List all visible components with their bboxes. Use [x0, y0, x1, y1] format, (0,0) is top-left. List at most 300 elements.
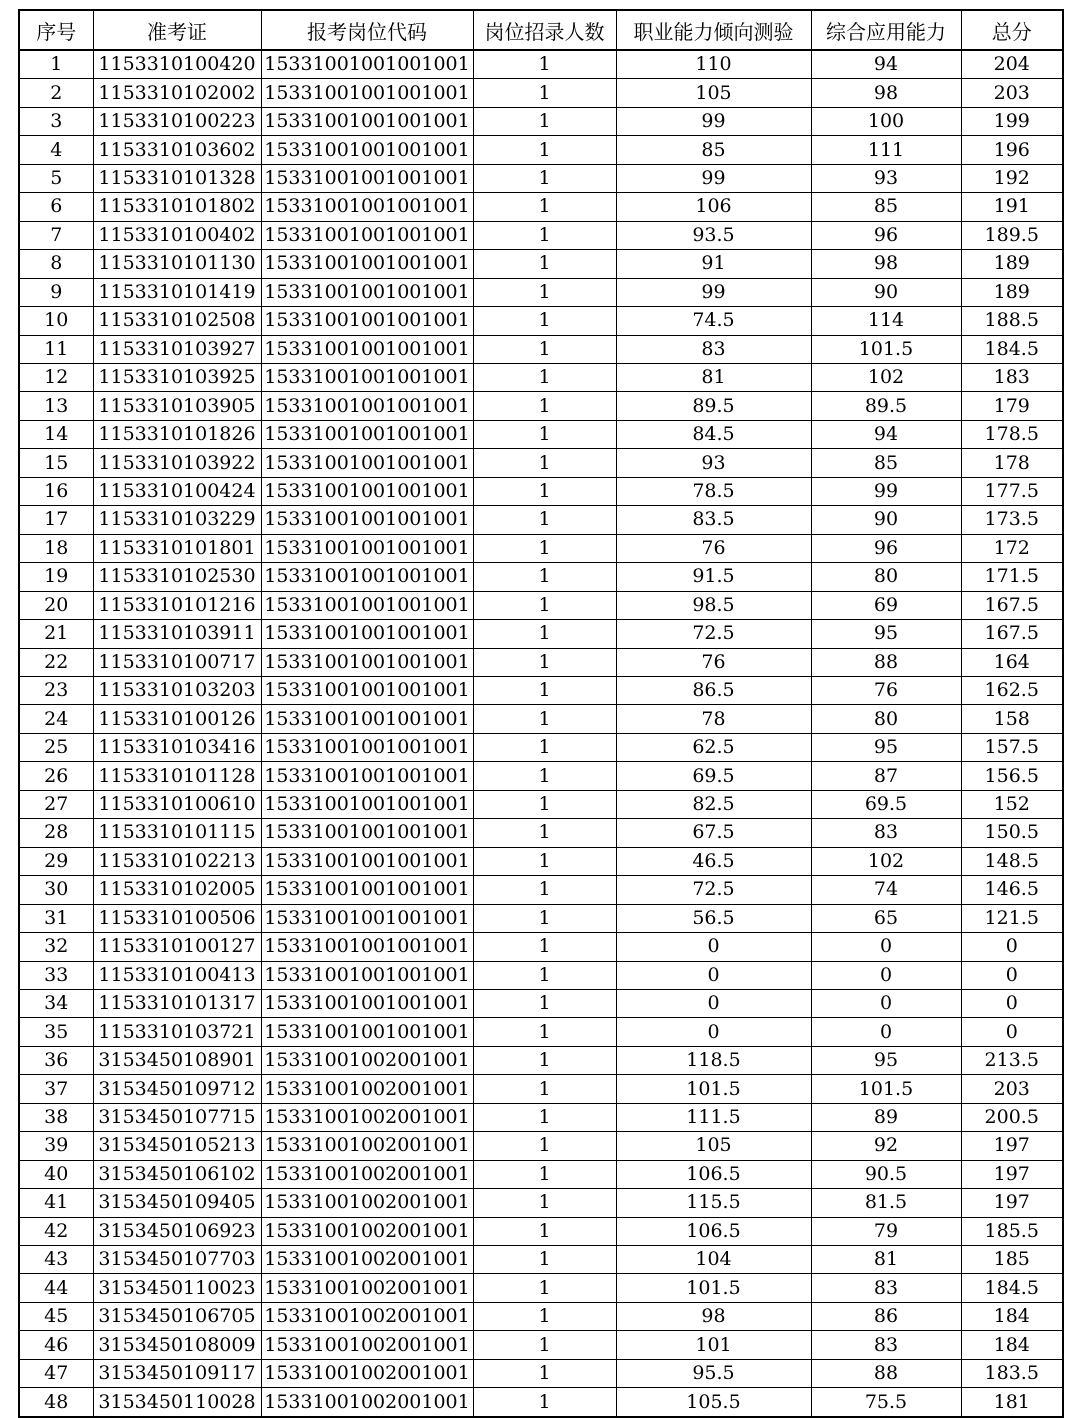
cell-aptitude: 93	[616, 449, 811, 477]
cell-post-code: 15331001001001001	[261, 904, 473, 932]
cell-total: 179	[961, 392, 1063, 420]
cell-total: 152	[961, 790, 1063, 818]
cell-aptitude: 85	[616, 136, 811, 164]
cell-ticket: 1153310102002	[93, 79, 261, 107]
table-row	[19, 449, 1063, 477]
cell-post-code: 15331001001001001	[261, 1018, 473, 1046]
cell-quota: 1	[473, 961, 616, 989]
cell-quota: 1	[473, 1274, 616, 1302]
cell-aptitude: 99	[616, 164, 811, 192]
cell-ticket: 1153310103911	[93, 620, 261, 648]
cell-post-code: 15331001001001001	[261, 420, 473, 448]
cell-seq: 44	[19, 1274, 93, 1302]
cell-post-code: 15331001001001001	[261, 876, 473, 904]
table-row	[19, 790, 1063, 818]
table-row	[19, 307, 1063, 335]
cell-ticket: 1153310101801	[93, 534, 261, 562]
header-ticket: 准考证	[93, 10, 261, 50]
cell-ticket: 3153450106923	[93, 1217, 261, 1245]
cell-total: 162.5	[961, 676, 1063, 704]
cell-quota: 1	[473, 790, 616, 818]
cell-post-code: 15331001001001001	[261, 335, 473, 363]
cell-quota: 1	[473, 1132, 616, 1160]
cell-application: 83	[811, 1331, 961, 1359]
cell-total: 197	[961, 1160, 1063, 1188]
cell-total: 184.5	[961, 335, 1063, 363]
cell-ticket: 1153310101328	[93, 164, 261, 192]
cell-application: 85	[811, 193, 961, 221]
cell-application: 89.5	[811, 392, 961, 420]
table-row	[19, 989, 1063, 1017]
cell-total: 177.5	[961, 477, 1063, 505]
cell-quota: 1	[473, 477, 616, 505]
cell-aptitude: 101	[616, 1331, 811, 1359]
cell-aptitude: 101.5	[616, 1274, 811, 1302]
cell-seq: 6	[19, 193, 93, 221]
cell-seq: 12	[19, 363, 93, 391]
cell-aptitude: 111.5	[616, 1103, 811, 1131]
cell-application: 95	[811, 1046, 961, 1074]
cell-aptitude: 72.5	[616, 620, 811, 648]
cell-total: 0	[961, 989, 1063, 1017]
cell-post-code: 15331001001001001	[261, 392, 473, 420]
cell-seq: 30	[19, 876, 93, 904]
cell-total: 0	[961, 1018, 1063, 1046]
cell-aptitude: 0	[616, 933, 811, 961]
table-row	[19, 477, 1063, 505]
table-row	[19, 876, 1063, 904]
cell-ticket: 1153310101115	[93, 819, 261, 847]
cell-post-code: 15331001001001001	[261, 563, 473, 591]
cell-aptitude: 76	[616, 534, 811, 562]
cell-seq: 35	[19, 1018, 93, 1046]
table-row	[19, 1046, 1063, 1074]
cell-quota: 1	[473, 1331, 616, 1359]
cell-seq: 8	[19, 250, 93, 278]
cell-total: 0	[961, 961, 1063, 989]
cell-application: 83	[811, 1274, 961, 1302]
cell-total: 178	[961, 449, 1063, 477]
cell-aptitude: 105	[616, 1132, 811, 1160]
cell-application: 90	[811, 278, 961, 306]
cell-application: 0	[811, 989, 961, 1017]
cell-application: 111	[811, 136, 961, 164]
cell-application: 95	[811, 733, 961, 761]
cell-application: 81	[811, 1246, 961, 1274]
cell-quota: 1	[473, 136, 616, 164]
cell-aptitude: 105	[616, 79, 811, 107]
cell-ticket: 1153310100413	[93, 961, 261, 989]
cell-ticket: 1153310101216	[93, 591, 261, 619]
cell-seq: 17	[19, 506, 93, 534]
cell-ticket: 1153310103905	[93, 392, 261, 420]
cell-post-code: 15331001001001001	[261, 762, 473, 790]
cell-total: 184	[961, 1302, 1063, 1330]
header-total: 总分	[961, 10, 1063, 50]
cell-seq: 39	[19, 1132, 93, 1160]
cell-quota: 1	[473, 335, 616, 363]
cell-ticket: 1153310102508	[93, 307, 261, 335]
cell-seq: 33	[19, 961, 93, 989]
cell-seq: 19	[19, 563, 93, 591]
cell-quota: 1	[473, 904, 616, 932]
cell-seq: 37	[19, 1075, 93, 1103]
cell-application: 98	[811, 79, 961, 107]
cell-post-code: 15331001001001001	[261, 363, 473, 391]
cell-seq: 26	[19, 762, 93, 790]
cell-quota: 1	[473, 648, 616, 676]
cell-quota: 1	[473, 392, 616, 420]
cell-seq: 3	[19, 107, 93, 135]
cell-application: 81.5	[811, 1189, 961, 1217]
cell-total: 0	[961, 933, 1063, 961]
cell-aptitude: 0	[616, 961, 811, 989]
cell-application: 90	[811, 506, 961, 534]
cell-ticket: 3153450108009	[93, 1331, 261, 1359]
cell-post-code: 15331001001001001	[261, 250, 473, 278]
header-application: 综合应用能力	[811, 10, 961, 50]
cell-application: 96	[811, 534, 961, 562]
cell-seq: 36	[19, 1046, 93, 1074]
cell-total: 167.5	[961, 620, 1063, 648]
cell-post-code: 15331001001001001	[261, 278, 473, 306]
cell-post-code: 15331001002001001	[261, 1217, 473, 1245]
table-row	[19, 1075, 1063, 1103]
cell-total: 199	[961, 107, 1063, 135]
cell-seq: 28	[19, 819, 93, 847]
cell-total: 189	[961, 250, 1063, 278]
cell-post-code: 15331001001001001	[261, 648, 473, 676]
cell-ticket: 3153450109405	[93, 1189, 261, 1217]
cell-seq: 14	[19, 420, 93, 448]
cell-post-code: 15331001001001001	[261, 847, 473, 875]
cell-aptitude: 98.5	[616, 591, 811, 619]
cell-post-code: 15331001002001001	[261, 1075, 473, 1103]
cell-total: 185	[961, 1246, 1063, 1274]
cell-ticket: 1153310101419	[93, 278, 261, 306]
table-row	[19, 847, 1063, 875]
cell-post-code: 15331001002001001	[261, 1331, 473, 1359]
cell-ticket: 3153450108901	[93, 1046, 261, 1074]
cell-application: 102	[811, 363, 961, 391]
cell-aptitude: 118.5	[616, 1046, 811, 1074]
cell-seq: 11	[19, 335, 93, 363]
cell-aptitude: 91.5	[616, 563, 811, 591]
cell-aptitude: 91	[616, 250, 811, 278]
score-table	[18, 9, 1064, 1418]
cell-quota: 1	[473, 307, 616, 335]
cell-aptitude: 74.5	[616, 307, 811, 335]
cell-seq: 1	[19, 50, 93, 79]
cell-total: 200.5	[961, 1103, 1063, 1131]
cell-quota: 1	[473, 591, 616, 619]
cell-seq: 31	[19, 904, 93, 932]
cell-seq: 27	[19, 790, 93, 818]
cell-seq: 23	[19, 676, 93, 704]
cell-application: 87	[811, 762, 961, 790]
cell-aptitude: 115.5	[616, 1189, 811, 1217]
table-row	[19, 79, 1063, 107]
table-row	[19, 1274, 1063, 1302]
cell-ticket: 3153450109712	[93, 1075, 261, 1103]
cell-application: 89	[811, 1103, 961, 1131]
cell-seq: 10	[19, 307, 93, 335]
cell-ticket: 1153310101128	[93, 762, 261, 790]
cell-post-code: 15331001002001001	[261, 1103, 473, 1131]
cell-aptitude: 81	[616, 363, 811, 391]
cell-post-code: 15331001002001001	[261, 1189, 473, 1217]
cell-post-code: 15331001001001001	[261, 221, 473, 249]
cell-quota: 1	[473, 762, 616, 790]
cell-quota: 1	[473, 563, 616, 591]
cell-aptitude: 106.5	[616, 1217, 811, 1245]
cell-application: 94	[811, 420, 961, 448]
cell-post-code: 15331001001001001	[261, 534, 473, 562]
cell-total: 183	[961, 363, 1063, 391]
cell-quota: 1	[473, 506, 616, 534]
header-quota: 岗位招录人数	[473, 10, 616, 50]
table-row	[19, 221, 1063, 249]
cell-aptitude: 0	[616, 1018, 811, 1046]
cell-post-code: 15331001002001001	[261, 1132, 473, 1160]
cell-quota: 1	[473, 1388, 616, 1417]
header-aptitude: 职业能力倾向测验	[616, 10, 811, 50]
cell-seq: 18	[19, 534, 93, 562]
cell-seq: 47	[19, 1359, 93, 1387]
cell-ticket: 1153310102005	[93, 876, 261, 904]
table-row	[19, 363, 1063, 391]
cell-ticket: 1153310100424	[93, 477, 261, 505]
cell-aptitude: 84.5	[616, 420, 811, 448]
cell-application: 65	[811, 904, 961, 932]
cell-aptitude: 62.5	[616, 733, 811, 761]
cell-ticket: 1153310100610	[93, 790, 261, 818]
cell-seq: 4	[19, 136, 93, 164]
table-row	[19, 961, 1063, 989]
table-row	[19, 392, 1063, 420]
cell-aptitude: 89.5	[616, 392, 811, 420]
cell-seq: 2	[19, 79, 93, 107]
table-row	[19, 1103, 1063, 1131]
cell-ticket: 3153450106705	[93, 1302, 261, 1330]
cell-quota: 1	[473, 989, 616, 1017]
cell-total: 148.5	[961, 847, 1063, 875]
cell-quota: 1	[473, 1018, 616, 1046]
cell-seq: 46	[19, 1331, 93, 1359]
cell-ticket: 1153310103721	[93, 1018, 261, 1046]
cell-seq: 24	[19, 705, 93, 733]
cell-post-code: 15331001001001001	[261, 989, 473, 1017]
cell-aptitude: 101.5	[616, 1075, 811, 1103]
cell-aptitude: 105.5	[616, 1388, 811, 1417]
cell-aptitude: 46.5	[616, 847, 811, 875]
cell-total: 150.5	[961, 819, 1063, 847]
cell-seq: 40	[19, 1160, 93, 1188]
cell-quota: 1	[473, 221, 616, 249]
cell-ticket: 1153310100223	[93, 107, 261, 135]
cell-total: 156.5	[961, 762, 1063, 790]
cell-seq: 42	[19, 1217, 93, 1245]
cell-ticket: 1153310103416	[93, 733, 261, 761]
cell-seq: 9	[19, 278, 93, 306]
cell-post-code: 15331001001001001	[261, 620, 473, 648]
table-row	[19, 278, 1063, 306]
cell-seq: 5	[19, 164, 93, 192]
cell-ticket: 1153310103927	[93, 335, 261, 363]
cell-aptitude: 78.5	[616, 477, 811, 505]
header-post-code: 报考岗位代码	[261, 10, 473, 50]
cell-total: 157.5	[961, 733, 1063, 761]
cell-aptitude: 78	[616, 705, 811, 733]
cell-application: 95	[811, 620, 961, 648]
cell-quota: 1	[473, 107, 616, 135]
cell-total: 203	[961, 79, 1063, 107]
cell-quota: 1	[473, 933, 616, 961]
cell-total: 189.5	[961, 221, 1063, 249]
cell-ticket: 1153310100127	[93, 933, 261, 961]
cell-ticket: 1153310100717	[93, 648, 261, 676]
cell-seq: 7	[19, 221, 93, 249]
cell-post-code: 15331001002001001	[261, 1274, 473, 1302]
cell-ticket: 1153310101802	[93, 193, 261, 221]
cell-total: 164	[961, 648, 1063, 676]
table-row	[19, 136, 1063, 164]
cell-quota: 1	[473, 1103, 616, 1131]
table-row	[19, 1217, 1063, 1245]
cell-ticket: 3153450107703	[93, 1246, 261, 1274]
cell-application: 90.5	[811, 1160, 961, 1188]
table-row	[19, 676, 1063, 704]
cell-aptitude: 76	[616, 648, 811, 676]
cell-application: 76	[811, 676, 961, 704]
cell-post-code: 15331001001001001	[261, 79, 473, 107]
cell-application: 93	[811, 164, 961, 192]
cell-aptitude: 83	[616, 335, 811, 363]
cell-total: 183.5	[961, 1359, 1063, 1387]
cell-application: 102	[811, 847, 961, 875]
cell-aptitude: 110	[616, 50, 811, 79]
cell-ticket: 1153310103922	[93, 449, 261, 477]
cell-post-code: 15331001002001001	[261, 1246, 473, 1274]
cell-post-code: 15331001002001001	[261, 1388, 473, 1417]
cell-application: 114	[811, 307, 961, 335]
cell-aptitude: 0	[616, 989, 811, 1017]
cell-quota: 1	[473, 1189, 616, 1217]
cell-seq: 15	[19, 449, 93, 477]
cell-quota: 1	[473, 50, 616, 79]
cell-seq: 13	[19, 392, 93, 420]
cell-application: 101.5	[811, 1075, 961, 1103]
cell-application: 0	[811, 961, 961, 989]
table-row	[19, 164, 1063, 192]
cell-post-code: 15331001001001001	[261, 506, 473, 534]
cell-application: 101.5	[811, 335, 961, 363]
table-row	[19, 1132, 1063, 1160]
cell-total: 213.5	[961, 1046, 1063, 1074]
cell-application: 100	[811, 107, 961, 135]
cell-total: 121.5	[961, 904, 1063, 932]
table-row	[19, 250, 1063, 278]
cell-post-code: 15331001001001001	[261, 790, 473, 818]
cell-quota: 1	[473, 819, 616, 847]
cell-application: 74	[811, 876, 961, 904]
cell-ticket: 3153450109117	[93, 1359, 261, 1387]
cell-seq: 45	[19, 1302, 93, 1330]
cell-application: 0	[811, 933, 961, 961]
cell-quota: 1	[473, 164, 616, 192]
cell-post-code: 15331001001001001	[261, 307, 473, 335]
cell-application: 0	[811, 1018, 961, 1046]
cell-total: 173.5	[961, 506, 1063, 534]
cell-ticket: 1153310103602	[93, 136, 261, 164]
cell-aptitude: 82.5	[616, 790, 811, 818]
cell-aptitude: 104	[616, 1246, 811, 1274]
table-row	[19, 1302, 1063, 1330]
cell-ticket: 3153450105213	[93, 1132, 261, 1160]
cell-post-code: 15331001002001001	[261, 1302, 473, 1330]
cell-total: 203	[961, 1075, 1063, 1103]
table-row	[19, 762, 1063, 790]
cell-quota: 1	[473, 733, 616, 761]
cell-ticket: 1153310101826	[93, 420, 261, 448]
cell-quota: 1	[473, 1160, 616, 1188]
cell-aptitude: 95.5	[616, 1359, 811, 1387]
cell-application: 75.5	[811, 1388, 961, 1417]
cell-quota: 1	[473, 449, 616, 477]
table-row	[19, 1331, 1063, 1359]
cell-seq: 16	[19, 477, 93, 505]
cell-post-code: 15331001001001001	[261, 591, 473, 619]
cell-application: 88	[811, 1359, 961, 1387]
table-row	[19, 50, 1063, 79]
cell-total: 196	[961, 136, 1063, 164]
cell-post-code: 15331001002001001	[261, 1359, 473, 1387]
cell-application: 94	[811, 50, 961, 79]
cell-ticket: 1153310100126	[93, 705, 261, 733]
cell-post-code: 15331001001001001	[261, 705, 473, 733]
cell-post-code: 15331001001001001	[261, 164, 473, 192]
table-row	[19, 563, 1063, 591]
cell-quota: 1	[473, 534, 616, 562]
cell-application: 80	[811, 563, 961, 591]
cell-aptitude: 99	[616, 278, 811, 306]
cell-total: 181	[961, 1388, 1063, 1417]
table-row	[19, 1388, 1063, 1417]
header-row	[19, 10, 1063, 50]
table-row	[19, 534, 1063, 562]
cell-application: 96	[811, 221, 961, 249]
cell-total: 191	[961, 193, 1063, 221]
cell-ticket: 1153310101317	[93, 989, 261, 1017]
cell-aptitude: 83.5	[616, 506, 811, 534]
cell-seq: 34	[19, 989, 93, 1017]
cell-total: 189	[961, 278, 1063, 306]
cell-aptitude: 69.5	[616, 762, 811, 790]
cell-quota: 1	[473, 1217, 616, 1245]
cell-application: 98	[811, 250, 961, 278]
cell-ticket: 3153450107715	[93, 1103, 261, 1131]
cell-quota: 1	[473, 278, 616, 306]
cell-quota: 1	[473, 705, 616, 733]
table-row	[19, 933, 1063, 961]
cell-quota: 1	[473, 1075, 616, 1103]
cell-total: 188.5	[961, 307, 1063, 335]
cell-quota: 1	[473, 1046, 616, 1074]
cell-seq: 38	[19, 1103, 93, 1131]
cell-application: 88	[811, 648, 961, 676]
cell-quota: 1	[473, 1302, 616, 1330]
table-row	[19, 335, 1063, 363]
